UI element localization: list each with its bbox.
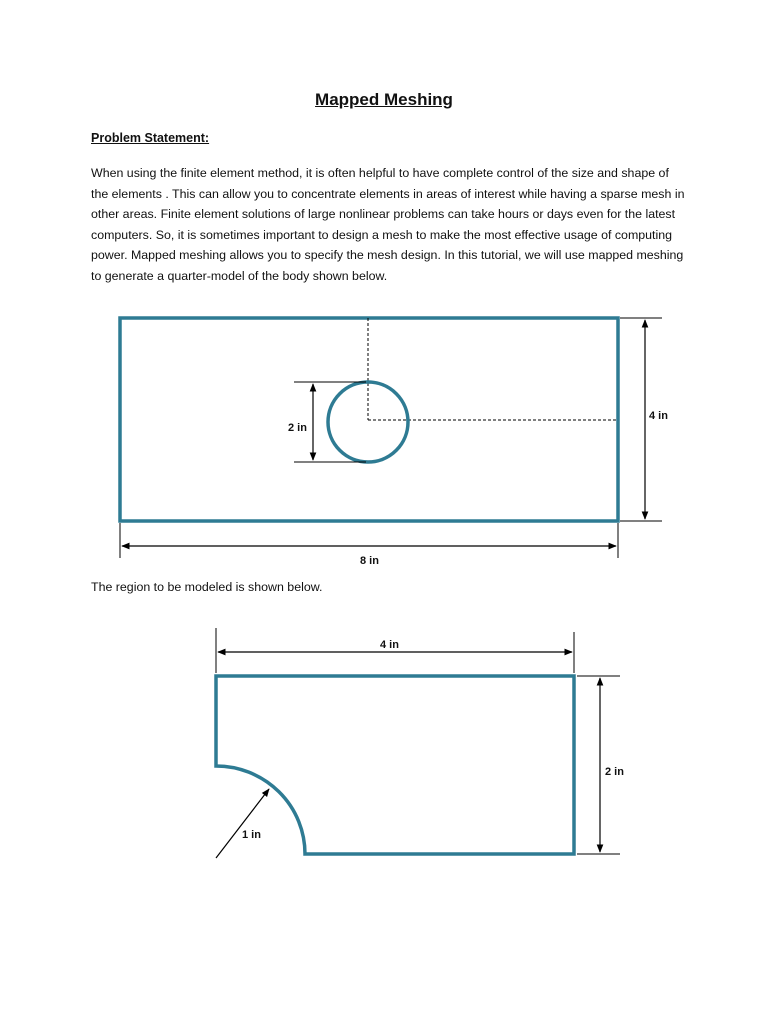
problem-statement-heading: Problem Statement: [91, 131, 210, 145]
radius-label: 1 in [242, 829, 261, 841]
radius-dimension [216, 789, 269, 858]
region-description: The region to be modeled is shown below. [91, 580, 323, 594]
plate-height-label: 4 in [649, 410, 668, 422]
quarter-height-label: 2 in [605, 766, 624, 778]
plate-width-label: 8 in [360, 555, 379, 567]
quarter-model-outline [216, 676, 574, 854]
hole-diameter-label: 2 in [288, 422, 307, 434]
quarter-width-label: 4 in [380, 639, 399, 651]
page-title: Mapped Meshing [315, 90, 453, 109]
problem-paragraph: When using the finite element method, it is often helpful to have complete control of the size and shape of the elements . This can allow you to concentrate elements in areas of interest while having a sparse mesh in other areas. Finite element solutions of large nonlinear problems can take hours or days even for the latest computers. So, it is sometimes important to design a mesh to make the most effective usage of computing power. Mapped meshing allows you to specify the mesh design. In this tutorial, we will use mapped meshing to generate a quarter-model of the body shown below. [91, 166, 685, 283]
